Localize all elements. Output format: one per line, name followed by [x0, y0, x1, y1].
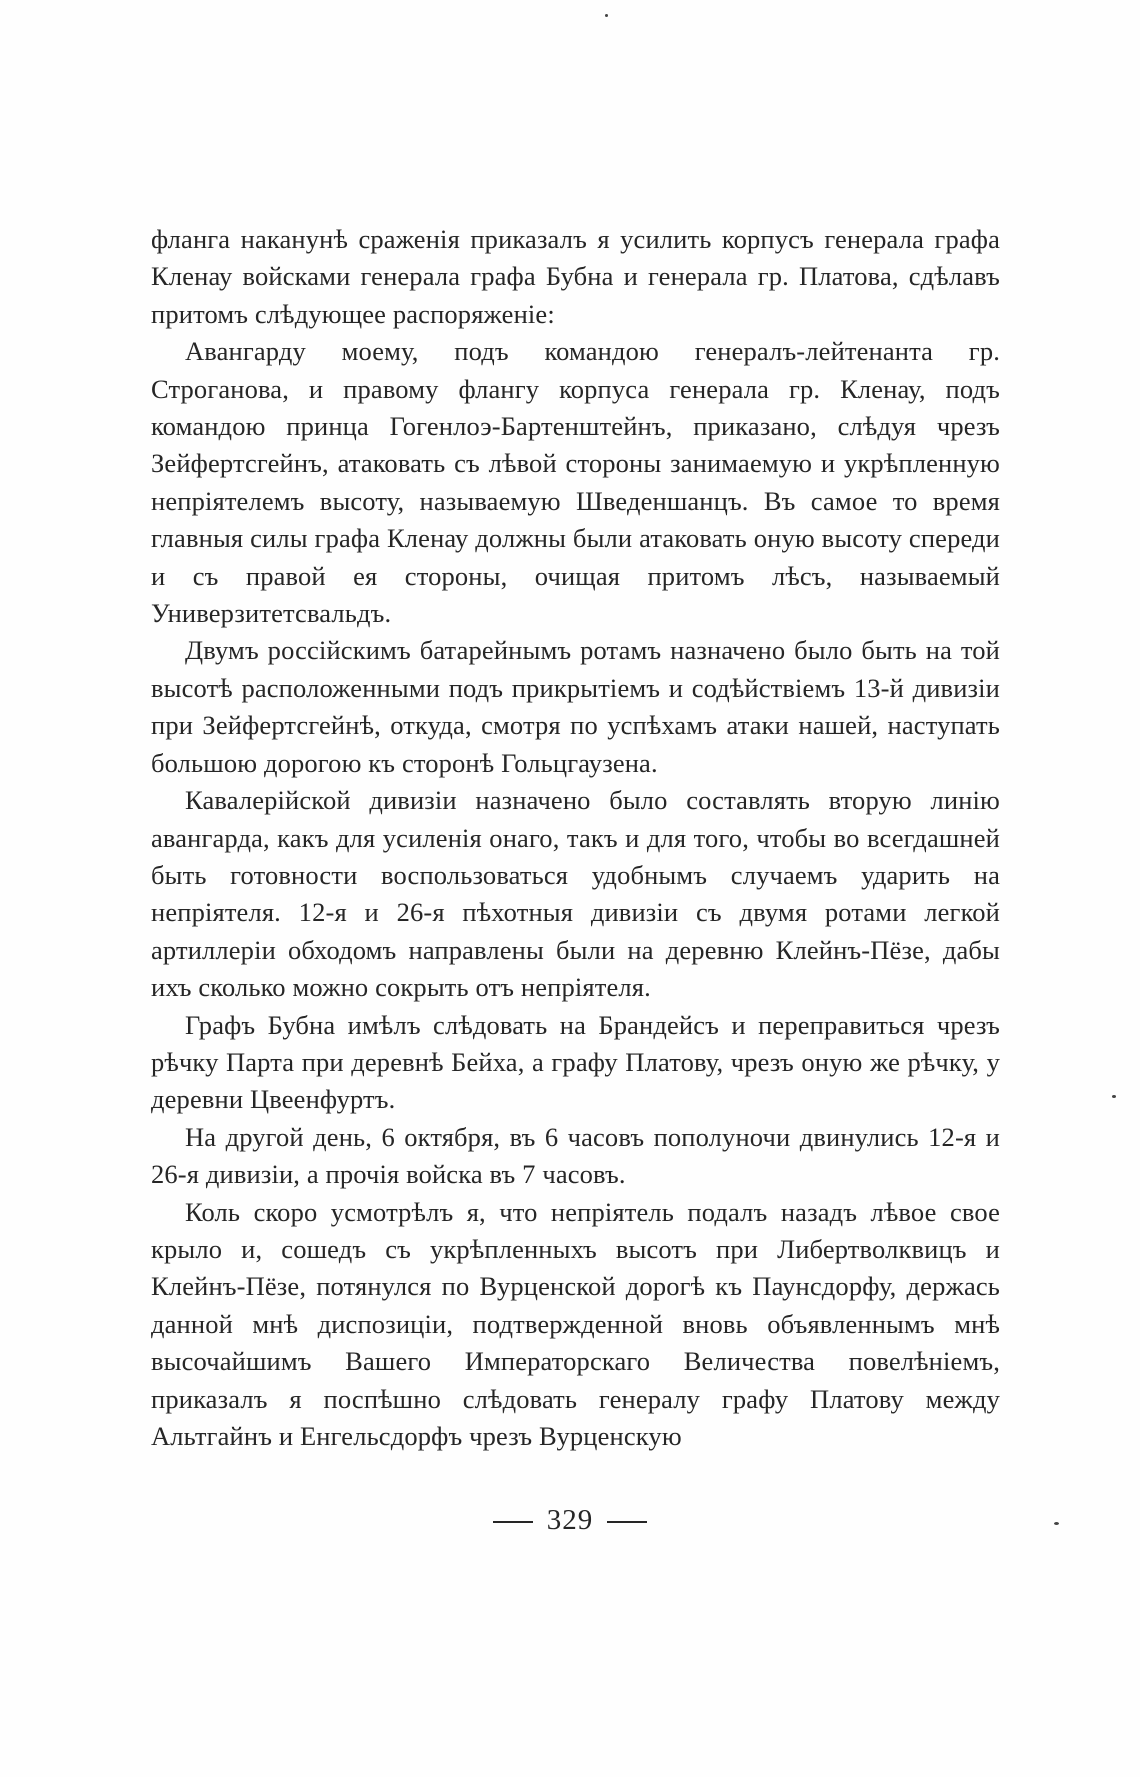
paragraph: фланга наканунѣ сраженія приказалъ я усилить корпусъ генерала графа Кленау войсками генерала графа Бубна и генерала гр. Платова, сдѣлавъ притомъ слѣдующее распоряженіе: [151, 224, 1000, 329]
page-number: 329 [546, 1504, 594, 1536]
paragraph: Кавалерійской дивизіи назначено было составлять вторую линію авангарда, какъ для усиленія онаго, такъ и для того, чтобы во всегдашней быть готовности воспользоваться удобнымъ случаемъ ударить на непріятеля. 12-я и 26-я пѣхотныя дивизіи съ двумя ротами легкой артиллеріи обходомъ направлены были на деревню Клейнъ-Пёзе, дабы ихъ сколько можно сокрыть отъ непріятеля. [151, 785, 1000, 1003]
paragraph: Авангарду моему, подъ командою генералъ-лейтенанта гр. Строганова, и правому флангу корпуса генерала гр. Кленау, подъ командою принца Гогенлоэ-Бартенштейнъ, приказано, слѣдуя чрезъ Зейфертсгейнъ, атаковать съ лѣвой стороны занимаемую и укрѣпленную непріятелемъ высоту, называемую Шведеншанцъ. Въ самое то время главныя силы графа Кленау должны были атаковать оную высоту спереди и съ правой ея стороны, очищая притомъ лѣсъ, называемый Универзитетсвальдъ. [151, 336, 1000, 629]
scan-speck [1112, 1095, 1116, 1098]
left-dash [493, 1521, 533, 1523]
paragraph: Двумъ россійскимъ батарейнымъ ротамъ назначено было быть на той высотѣ расположенными подъ прикрытіемъ и содѣйствіемъ 13-й дивизіи при Зейфертсгейнѣ, откуда, смотря по успѣхамъ атаки нашей, наступать большою дорогою къ сторонѣ Гольцгаузена. [151, 635, 1000, 778]
paragraph: Коль скоро усмотрѣлъ я, что непріятель подалъ назадъ лѣвое свое крыло и, сошедъ съ укрѣпленныхъ высотъ при Либертволквицъ и Клейнъ-Пёзе, потянулся по Вурценской дорогѣ къ Паунсдорфу, держась данной мнѣ диспозиціи, подтвержденной вновь объявленнымъ мнѣ высочайшимъ Вашего Императорскаго Величества повелѣніемъ, приказалъ я поспѣшно слѣдовать генералу графу Платову между Альтгайнъ и Енгельсдорфъ чрезъ Вурценскую [151, 1196, 1000, 1451]
body-text [151, 221, 1000, 1455]
right-dash [607, 1521, 647, 1523]
paragraph: Графъ Бубна имѣлъ слѣдовать на Брандейсъ и переправиться чрезъ рѣчку Парта при деревнѣ Бейха, а графу Платову, чрезъ оную же рѣчку, у деревни Цвеенфуртъ. [151, 1009, 1000, 1115]
scan-speck [605, 14, 608, 17]
paragraph: На другой день, 6 октября, въ 6 часовъ пополуночи двинулись 12-я и 26-я дивизіи, а прочія войска въ 7 часовъ. [151, 1121, 1000, 1190]
page-number-footer [0, 1500, 1140, 1540]
